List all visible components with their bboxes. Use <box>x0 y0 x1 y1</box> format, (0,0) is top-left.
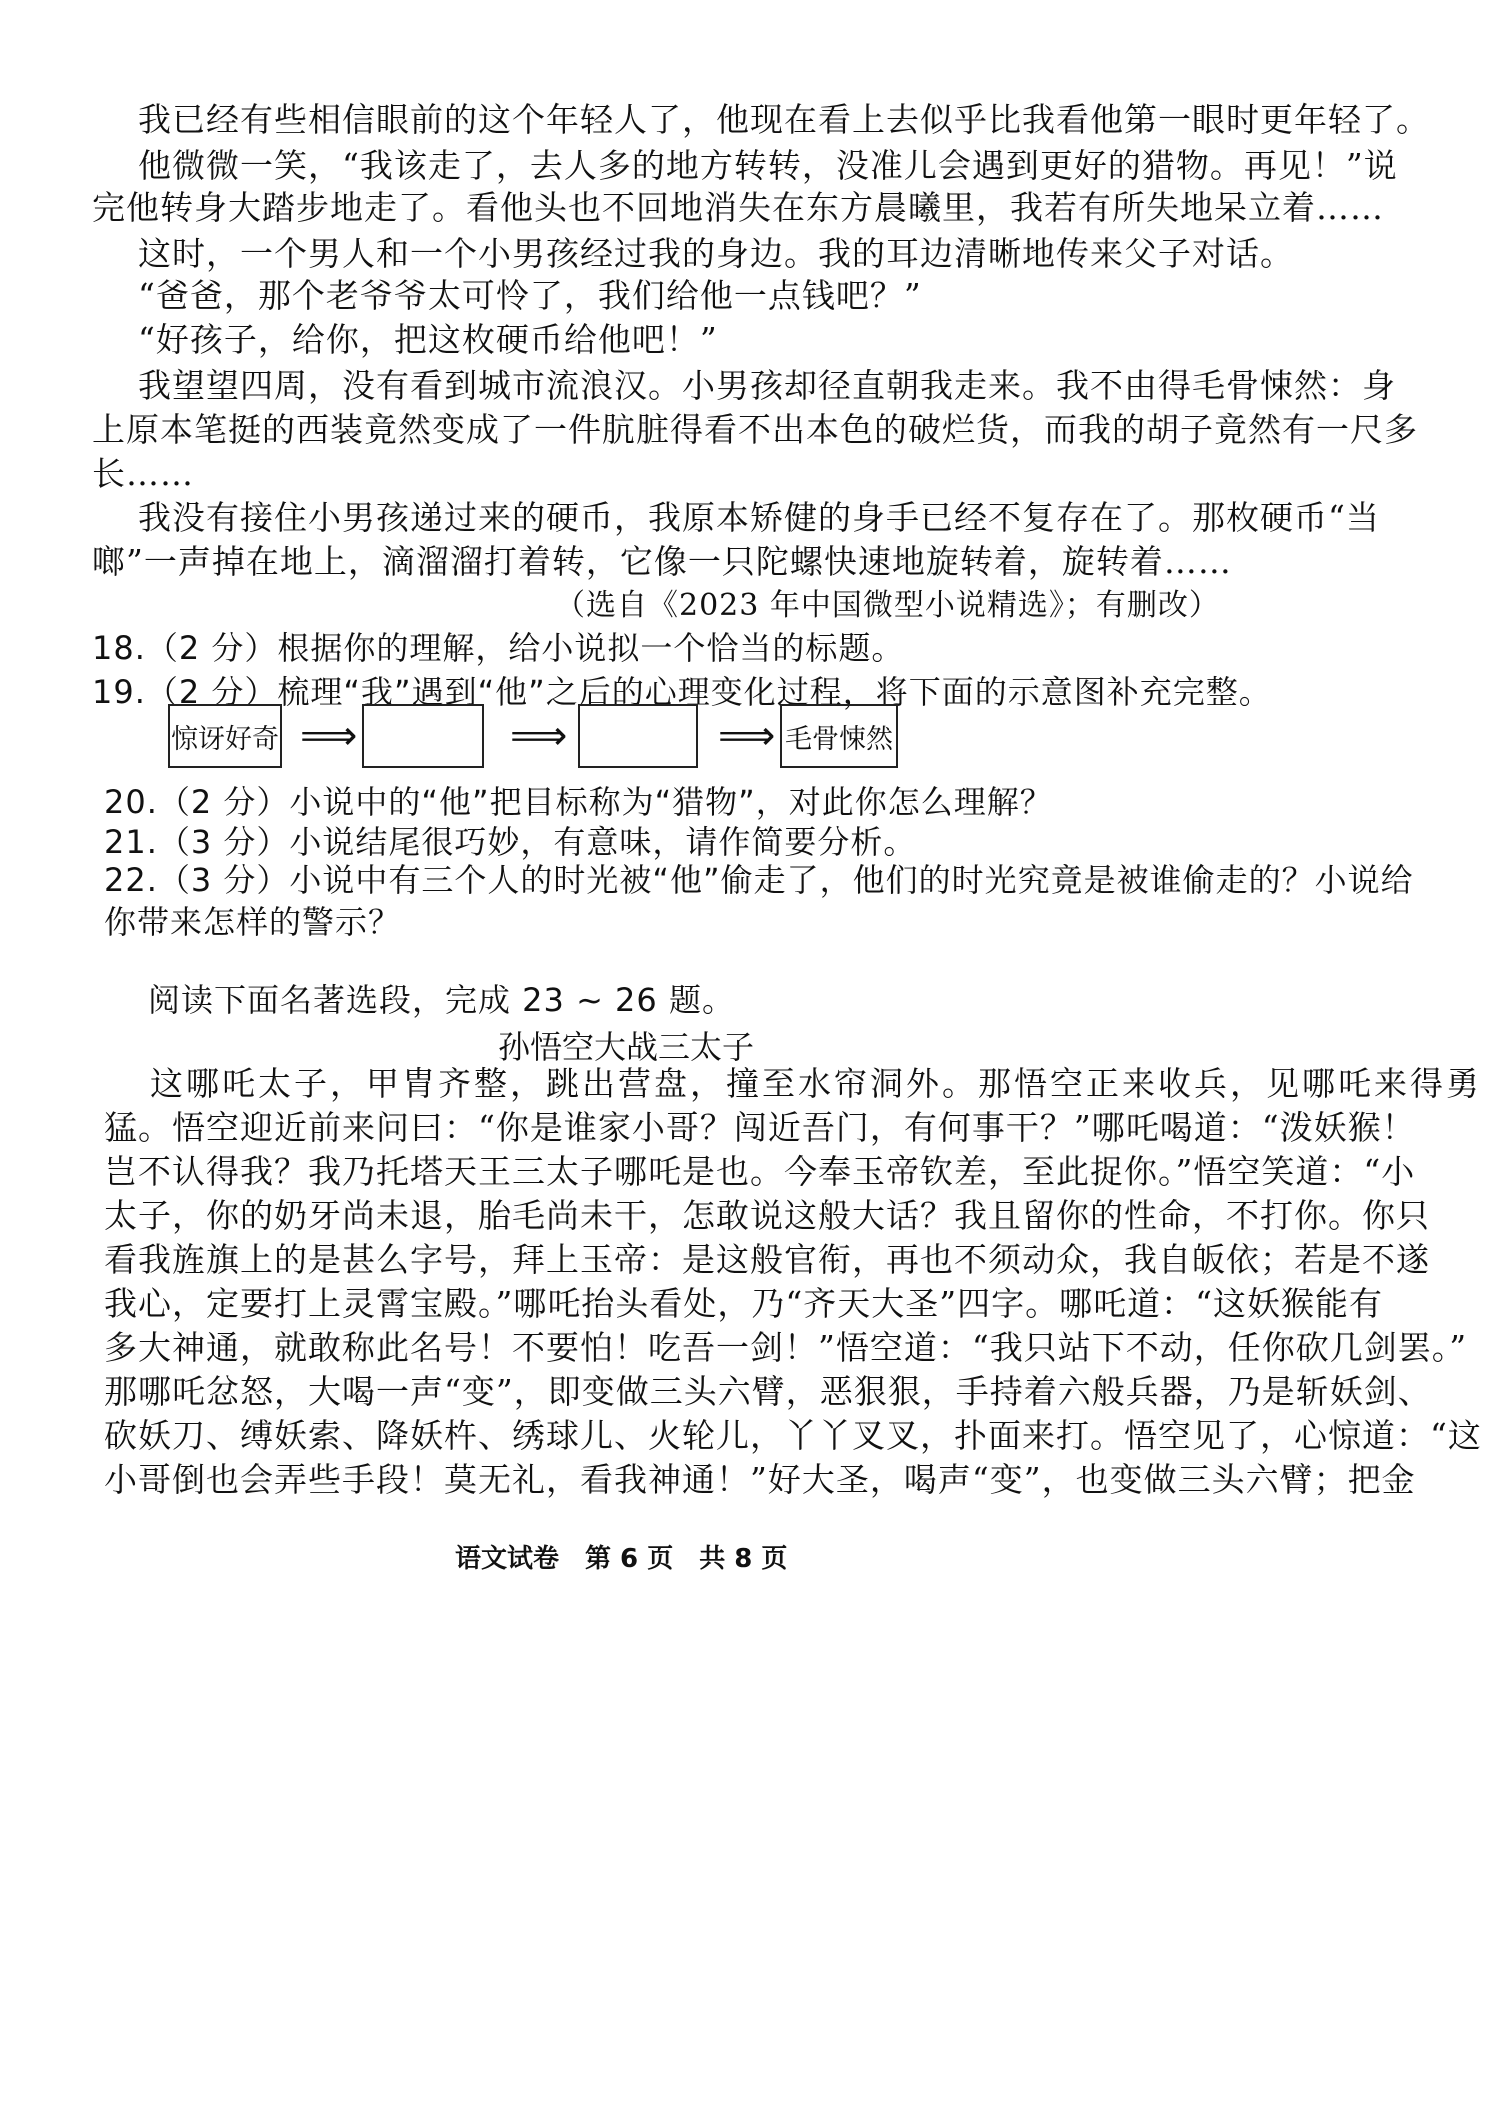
excerpt-line: 岂不认得我？我乃托塔天王三太子哪吒是也。今奉玉帝钦差，至此捉你。”悟空笑道：“小 <box>104 1152 1416 1191</box>
story-paragraph: 我已经有些相信眼前的这个年轻人了，他现在看上去似乎比我看他第一眼时更年轻了。 <box>138 100 1430 139</box>
arrow-icon: ⟹ <box>510 713 568 759</box>
story-dialogue: “爸爸，那个老爷爷太可怜了，我们给他一点钱吧？” <box>138 276 922 315</box>
arrow-icon: ⟹ <box>718 713 776 759</box>
story-source: （选自《2023 年中国微型小说精选》；有删改） <box>555 588 1220 623</box>
story-paragraph: 长…… <box>92 454 194 493</box>
excerpt-line: 那哪吒忿怒，大喝一声“变”，即变做三头六臂，恶狠狠，手持着六般兵器，乃是斩妖剑、 <box>104 1372 1432 1411</box>
diagram-box-start: 惊讶好奇 <box>168 704 282 768</box>
question-21: 21.（3 分）小说结尾很巧妙，有意味，请作简要分析。 <box>104 823 917 861</box>
excerpt-line: 太子，你的奶牙尚未退，胎毛尚未干，怎敢说这般大话？我且留你的性命，不打你。你只 <box>104 1196 1430 1235</box>
excerpt-line: 猛。悟空迎近前来问曰：“你是谁家小哥？闯近吾门，有何事干？”哪吒喝道：“泼妖猴！ <box>104 1108 1416 1147</box>
excerpt-line: 这哪吒太子，甲胄齐整，跳出营盘，撞至水帘洞外。那悟空正来收兵，见哪吒来得勇 <box>150 1064 1482 1103</box>
section-intro: 阅读下面名著选段，完成 23 ~ 26 题。 <box>148 981 735 1019</box>
diagram-blank-box-2[interactable] <box>578 704 698 768</box>
story-paragraph: 上原本笔挺的西装竟然变成了一件肮脏得看不出本色的破烂货，而我的胡子竟然有一尺多 <box>92 410 1418 449</box>
question-19: 19.（2 分）梳理“我”遇到“他”之后的心理变化过程，将下面的示意图补充完整。 <box>92 673 1272 711</box>
excerpt-line: 多大神通，就敢称此名号！不要怕！吃吾一剑！”悟空道：“我只站下不动，任你砍几剑罢。” <box>104 1328 1468 1367</box>
story-dialogue: “好孩子，给你，把这枚硬币给他吧！” <box>138 320 718 359</box>
question-22: 22.（3 分）小说中有三个人的时光被“他”偷走了，他们的时光究竟是被谁偷走的？小说给 <box>104 861 1414 899</box>
excerpt-title: 孙悟空大战三太子 <box>498 1028 755 1066</box>
story-paragraph: 啷”一声掉在地上，滴溜溜打着转，它像一只陀螺快速地旋转着，旋转着…… <box>92 542 1232 581</box>
diagram-blank-box-1[interactable] <box>362 704 484 768</box>
excerpt-line: 砍妖刀、缚妖索、降妖杵、绣球儿、火轮儿，丫丫叉叉，扑面来打。悟空见了，心惊道：“这 <box>104 1416 1482 1455</box>
question-18: 18.（2 分）根据你的理解，给小说拟一个恰当的标题。 <box>92 629 905 667</box>
page-footer: 语文试卷 第 6 页 共 8 页 <box>455 1544 788 1574</box>
diagram-box-end: 毛骨悚然 <box>780 704 898 768</box>
excerpt-line: 看我旌旗上的是甚么字号，拜上玉帝：是这般官衔，再也不须动众，我自皈依；若是不遂 <box>104 1240 1430 1279</box>
story-paragraph: 我没有接住小男孩递过来的硬币，我原本矫健的身手已经不复存在了。那枚硬币“当 <box>138 498 1380 537</box>
story-paragraph: 完他转身大踏步地走了。看他头也不回地消失在东方晨曦里，我若有所失地呆立着…… <box>92 188 1384 227</box>
question-22-cont: 你带来怎样的警示？ <box>104 903 402 941</box>
excerpt-line: 小哥倒也会弄些手段！莫无礼，看我神通！”好大圣，喝声“变”，也变做三头六臂；把金 <box>104 1460 1416 1499</box>
arrow-icon: ⟹ <box>300 713 358 759</box>
excerpt-line: 我心，定要打上灵霄宝殿。”哪吒抬头看处，乃“齐天大圣”四字。哪吒道：“这妖猴能有 <box>104 1284 1383 1323</box>
story-paragraph: 他微微一笑，“我该走了，去人多的地方转转，没准儿会遇到更好的猎物。再见！”说 <box>138 146 1398 185</box>
question-20: 20.（2 分）小说中的“他”把目标称为“猎物”，对此你怎么理解？ <box>104 783 1053 821</box>
story-paragraph: 这时，一个男人和一个小男孩经过我的身边。我的耳边清晰地传来父子对话。 <box>138 234 1294 273</box>
story-paragraph: 我望望四周，没有看到城市流浪汉。小男孩却径直朝我走来。我不由得毛骨悚然：身 <box>138 366 1396 405</box>
